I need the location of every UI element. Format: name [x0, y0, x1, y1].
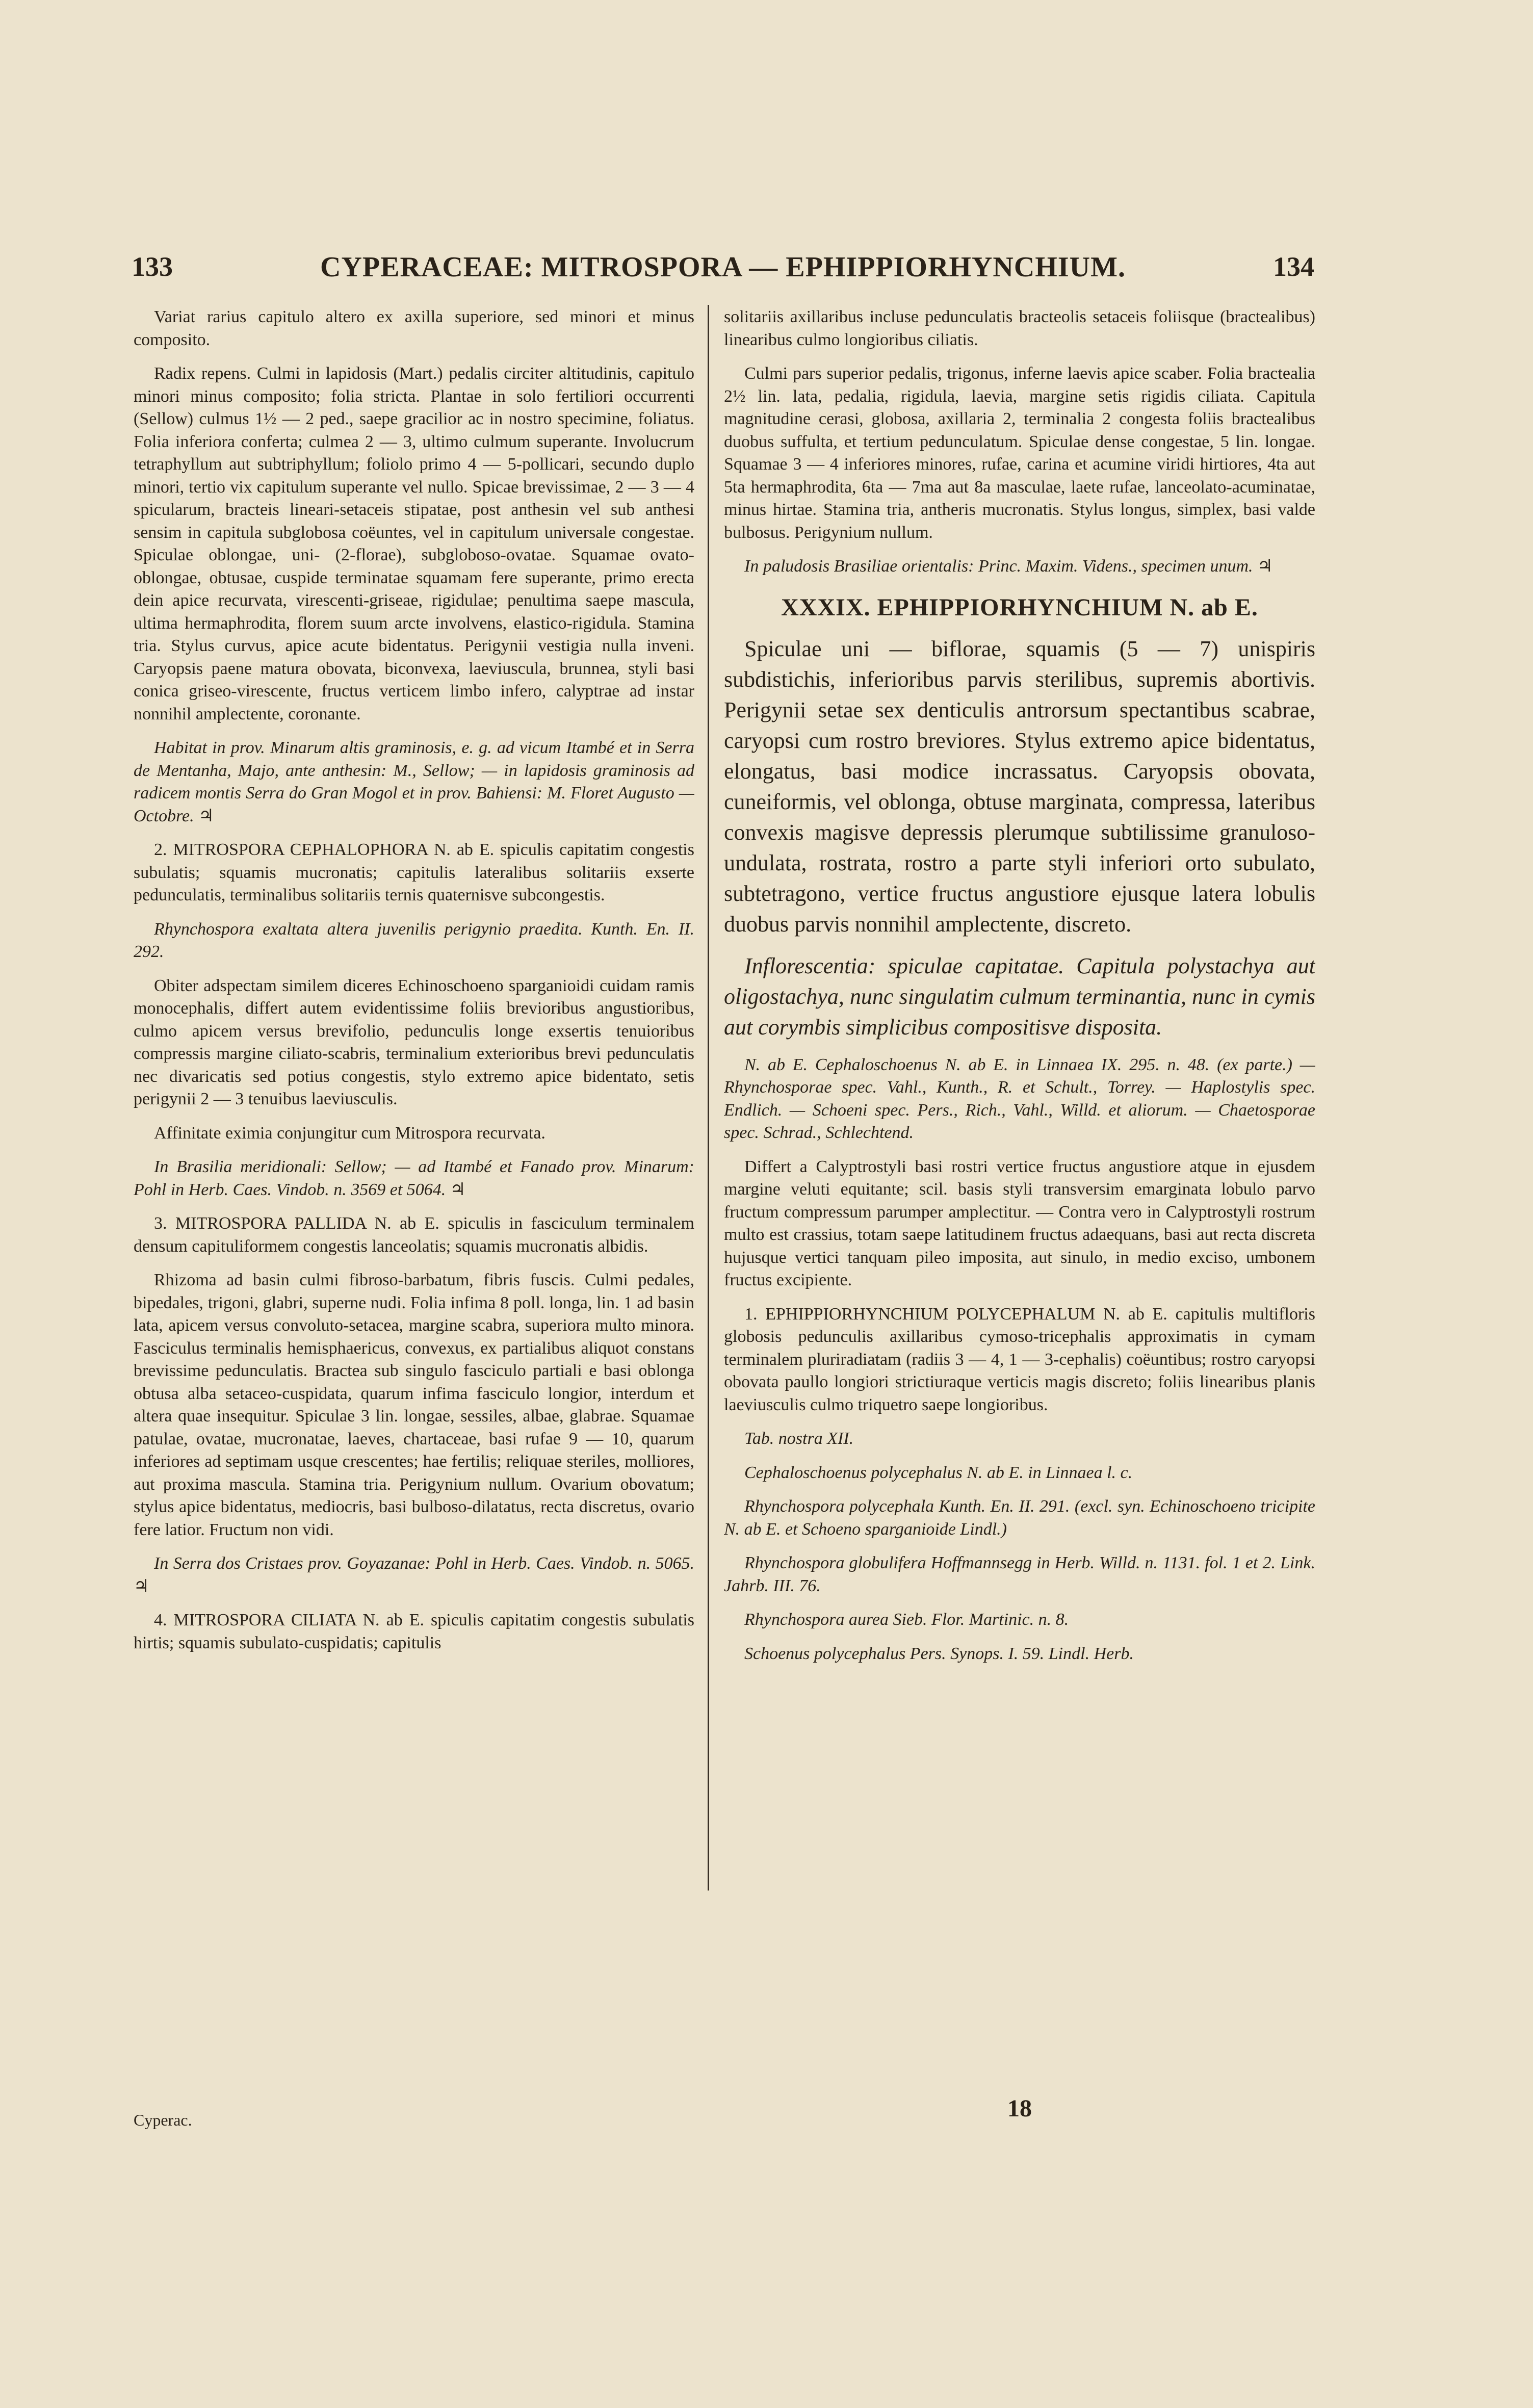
right-column	[724, 306, 1315, 2101]
running-head-title: CYPERACEAE: MITROSPORA — EPHIPPIORHYNCHIUM.	[320, 251, 1126, 283]
synonym: Cephaloschoenus polycephalus N. ab E. in Linnaea l. c.	[744, 1463, 1133, 1482]
column-divider	[708, 305, 709, 1891]
synonym: Rhynchospora polycephala Kunth. En. II. 291. (excl. syn. Echinoschoeno tricipite N. ab E. et Schoeno sparganioide Lindl.)	[724, 1497, 1315, 1539]
paragraph: Affinitate eximia conjungitur cum Mitrospora recurvata.	[154, 1123, 545, 1143]
synonymy: N. ab E. Cephaloschoenus N. ab E. in Linnaea IX. 295. n. 48. (ex parte.) — Rhynchosporae spec. Vahl., Kunth., R. et Schult., Torrey. — Haplostylis spec. Endlich. — Schoeni spec. Pers., Rich., Vahl., Willd. et aliorum. — Chaetosporae spec. Schrad., Schlechtend.	[724, 1055, 1315, 1142]
running-header	[132, 251, 1314, 287]
page-number-left: 133	[132, 251, 173, 282]
paragraph: Radix repens. Culmi in lapidosis (Mart.) pedalis circiter altitudinis, capitulo minori minus composito; folia stricta. Plantae in solo fertiliori occurrenti (Sellow) culmus 1½ — 2 ped., saepe gracilior ac in nostro specimine, foliatus. Folia inferiora conferta; culmea 2 — 3, ultimo culmum superante. Involucrum tetraphyllum aut subtriphyllum; foliolo primo 4 — 5-pollicari, secundo duplo minori, tertio vix capitulum superante vel nullo. Spicae brevissimae, 2 — 3 — 4 spicularum, bracteis lineari-setaceis stipatae, post anthesin vel sub anthesi sensim in capitula subglobosa coëuntes, vel in capitulum universale congestae. Spiculae oblongae, uni- (2-florae), subgloboso-ovatae. Squamae ovato-oblongae, obtusae, cuspide terminatae squamam fere superante, primo erecta dein apice recurvata, virescenti-griseae, rigidulae; penultima saepe mascula, ultima hermaphrodita, florem suum arcte involvens, elastico-rigidula. Stamina tria. Stylus curvus, apice acute bidentatus. Perigynii vestigia nulla inveni. Caryopsis paene matura obovata, biconvexa, laeviuscula, brunnea, styli basi conica griseo-virescente, fructus verticem limbo infero, calyptrae ad instar nonnihil amplectente, coronante.	[134, 364, 694, 723]
genus-description: Spiculae uni — biflorae, squamis (5 — 7) unispiris subdistichis, inferioribus parvis sterilibus, supremis abortivis. Perigynii setae sex denticulis antrorsum spectantibus scabrae, caryopsi cum rostro breviores. Stylus extremo apice bidentatus, elongatus, basi modice incrassatus. Caryopsis obovata, cuneiformis, vel oblonga, obtuse marginata, compressa, lateribus convexis magisve depressis plerumque subtilissime granuloso-undulata, rostrata, rostro a parte styli inferiori orto subulato, subtetragono, vertice fructus angustiore ejusque latera lobulis duobus parvis nonnihil amplectente, discreto.	[724, 636, 1315, 937]
species-heading: 2. MITROSPORA CEPHALOPHORA N. ab E. spiculis capitatim congestis subulatis; squamis mucronatis; capitulis lateralibus solitariis exserte pedunculatis, terminalibus solitariis ternis quaternisve subcongestis.	[134, 840, 694, 904]
synonym: Rhynchospora exaltata altera juvenilis perigynio praedita. Kunth. En. II. 292.	[134, 919, 694, 961]
habitat-note: In Brasilia meridionali: Sellow; — ad Itambé et Fanado prov. Minarum: Pohl in Herb. Caes. Vindob. n. 3569 et 5064. ♃	[134, 1157, 694, 1199]
species-heading: 1. EPHIPPIORHYNCHIUM POLYCEPHALUM N. ab E. capitulis multifloris globosis pedunculis axillaribus cymoso-tricephalis approximatis in cymam terminalem pluriradiatam (radiis 3 — 4, 1 — 3-cephalis) coëuntibus; rostro caryopsi obovata paullo longiori strictiuraque verticis magis discreto; foliis linearibus planis laeviusculis culmo triquetro saepe longioribus.	[724, 1304, 1315, 1414]
inflorescence-description: Inflorescentia: spiculae capitatae. Capitula polystachya aut oligostachya, nunc singulatim culmum terminantia, nunc in cymis aut corymbis simplicibus compositisve disposita.	[724, 953, 1315, 1040]
synonym: Schoenus polycephalus Pers. Synops. I. 59. Lindl. Herb.	[744, 1644, 1134, 1663]
genus-heading: XXXIX. EPHIPPIORHYNCHIUM N. ab E.	[781, 593, 1258, 621]
paragraph: Culmi pars superior pedalis, trigonus, inferne laevis apice scaber. Folia bractealia 2½ lin. lata, pedalia, rigidula, laevia, margine setis rigidis ciliata. Capitula magnitudine cerasi, globosa, axillaria 2, terminalia 2 congesta foliis bractealibus duobus suffulta, et tertium pedunculatum. Spiculae dense congestae, 5 lin. longae. Squamae 3 — 4 inferiores minores, rufae, carina et acumine viridi hirtiores, 4ta aut 5ta hermaphrodita, 6ta — 7ma aut 8a masculae, laete rufae, lanceolato-acuminatae, minus hirtae. Stamina tria, antheris mucronatis. Stylus longus, simplex, basi valde bulbosus. Perigynium nullum.	[724, 364, 1315, 542]
synonym: Rhynchospora globulifera Hoffmannsegg in Herb. Willd. n. 1131. fol. 1 et 2. Link. Jahrb. III. 76.	[724, 1553, 1315, 1595]
paragraph: Differt a Calyptrostyli basi rostri vertice fructus angustiore atque in ejusdem margine veluti equitante; scil. basis styli transversim emarginata lobulo parvo fructum compressum parumper amplectitur. — Contra vero in Calyptrostyli rostrum multo est crassius, totam saepe latitudinem fructus adaequans, basi aut recta discreta hujusque vertici tanquam pileo imposita, aut sinulo, in medio exciso, umbonem fructus excipiente.	[724, 1157, 1315, 1289]
paragraph: Variat rarius capitulo altero ex axilla superiore, sed minori et minus composito.	[134, 307, 694, 349]
species-heading: 4. MITROSPORA CILIATA N. ab E. spiculis capitatim congestis subulatis hirtis; squamis subulato-cuspidatis; capitulis	[134, 1611, 694, 1652]
footer-catchword: Cyperac.	[134, 2111, 192, 2129]
paragraph: Obiter adspectam similem diceres Echinoschoeno sparganioidi cuidam ramis monocephalis, differt autem evidentissime foliis brevioribus angustioribus, culmo apicem versus brevifolio, pedunculis longe exsertis tenuioribus compressis margine ciliato-scabris, terminalium exterioribus brevi pedunculatis nec divaricatis sed potius congestis, stylo extremo apice bidentato, setis perigynii 2 — 3 tenuibus laeviusculis.	[134, 976, 694, 1108]
species-heading: 3. MITROSPORA PALLIDA N. ab E. spiculis in fasciculum terminalem densum capituliformem congestis lanceolatis; squamis mucronatis albidis.	[134, 1214, 694, 1256]
page-number-right: 134	[1273, 251, 1314, 282]
left-column	[134, 306, 694, 2101]
plate-reference: Tab. nostra XII.	[744, 1429, 854, 1448]
habitat-note: In Serra dos Cristaes prov. Goyazanae: Pohl in Herb. Caes. Vindob. n. 5065. ♃	[134, 1554, 694, 1596]
signature-mark: 18	[1007, 2095, 1032, 2122]
synonym: Rhynchospora aurea Sieb. Flor. Martinic. n. 8.	[744, 1610, 1069, 1629]
habitat-note: In paludosis Brasiliae orientalis: Princ. Maxim. Videns., specimen unum. ♃	[744, 557, 1273, 576]
paragraph: Rhizoma ad basin culmi fibroso-barbatum, fibris fuscis. Culmi pedales, bipedales, trigoni, glabri, superne nudi. Folia infima 8 poll. longa, lin. 1 ad basin lata, apicem versus convoluto-setacea, margine scabra, superiora multo minora. Fasciculus terminalis hemisphaericus, convexus, ex partialibus aliquot constans brevissime pedunculatis. Bractea sub singulo fasciculo partiali e basi oblonga obtusa alba setaceo-cuspidata, quarum infima fasciculo longior, interdum et altera quae insequitur. Spiculae 3 lin. longae, sessiles, albae, glabrae. Squamae patulae, ovatae, mucronatae, laeves, chartaceae, basi rufae 9 — 10, quarum inferiores ad septimam usque crescentes; hae fertilis; reliquae steriles, molliores, aut proxima mascula. Stamina tria. Perigynium nullum. Ovarium obovatum; stylus apice bidentatus, mediocris, basi bulboso-dilatatus, recta discretus, ovario fere latior. Fructum non vidi.	[134, 1271, 694, 1539]
paragraph: solitariis axillaribus incluse pedunculatis bracteolis setaceis foliisque (bractealibus) linearibus culmo longioribus ciliatis.	[724, 307, 1315, 349]
habitat-note: Habitat in prov. Minarum altis graminosis, e. g. ad vicum Itambé et in Serra de Mentanha, Majo, ante anthesin: M., Sellow; — in lapidosis graminosis ad radicem montis Serra do Gran Mogol et in prov. Bahiensi: M. Floret Augusto — Octobre. ♃	[134, 738, 694, 825]
